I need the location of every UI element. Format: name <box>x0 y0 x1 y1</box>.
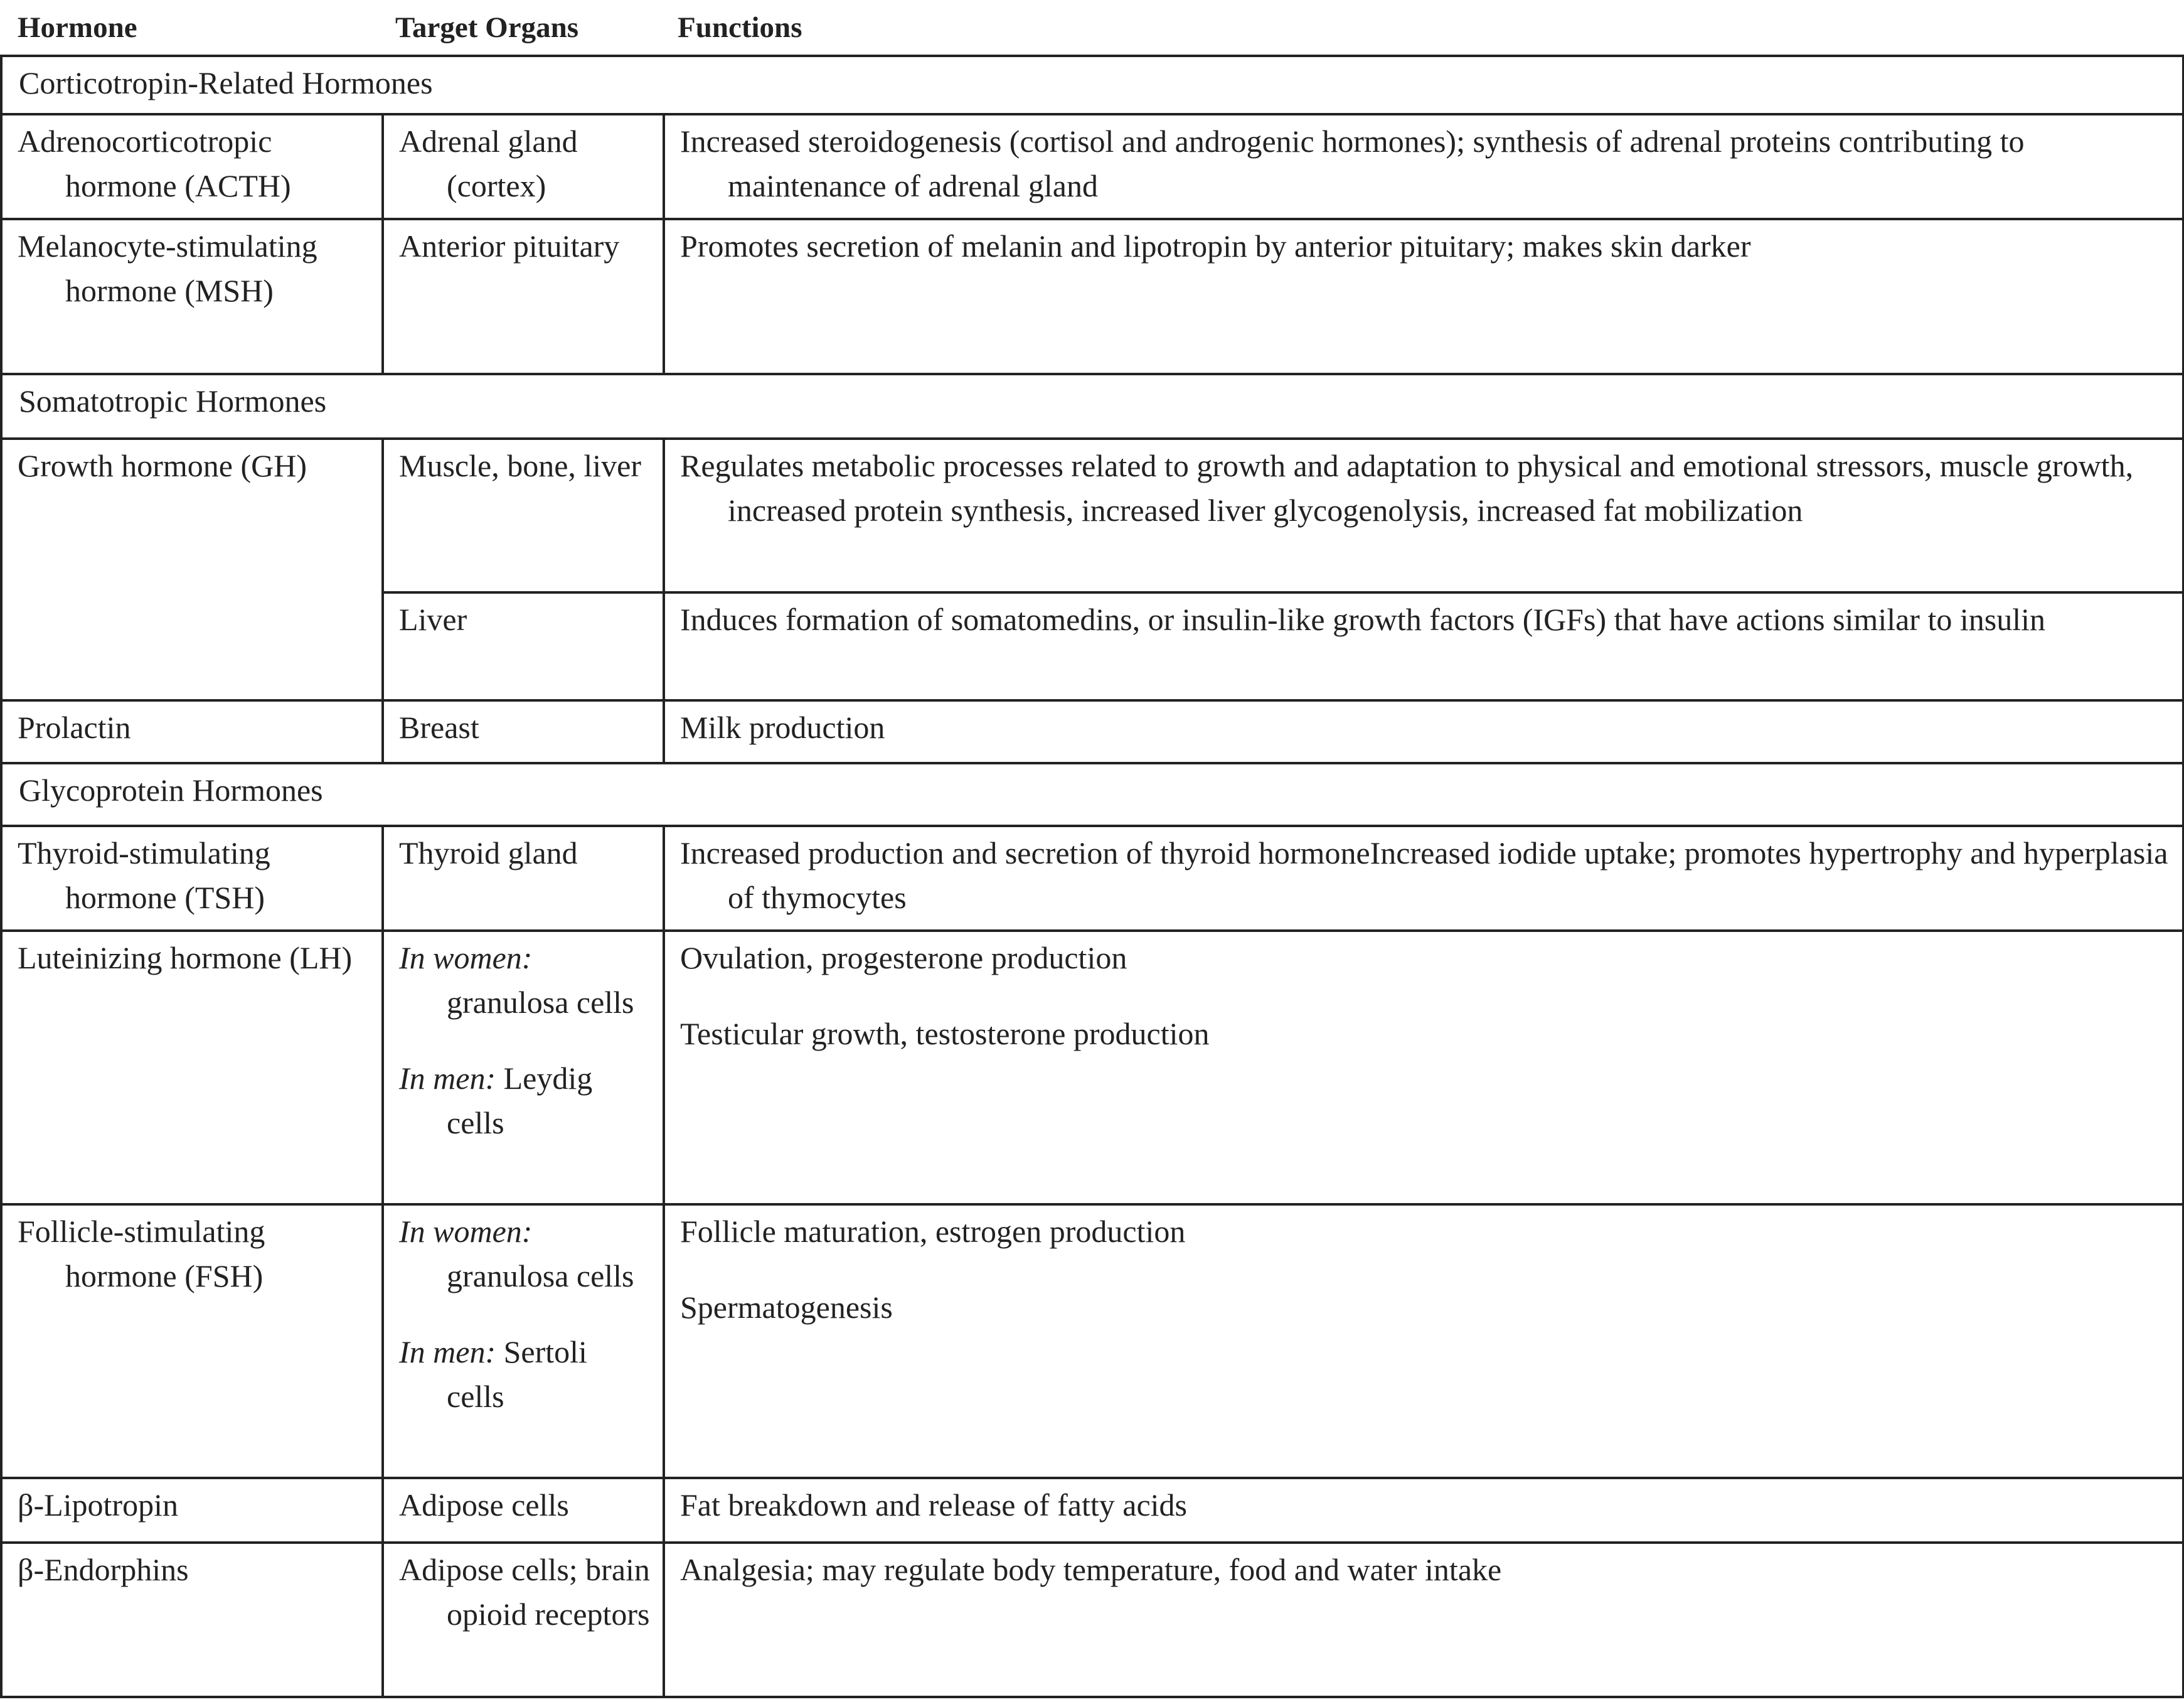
hormone-cell: Thyroid-stimulating hormone (TSH) <box>1 826 383 931</box>
table-row <box>1 700 2183 763</box>
function-cell: Milk production <box>664 700 2183 763</box>
function-cell: Analgesia; may regulate body temperature, food and water intake <box>664 1543 2183 1697</box>
section-row <box>1 56 2183 114</box>
hormone-cell: Growth hormone (GH) <box>1 439 383 700</box>
table-row <box>1 826 2183 931</box>
target-men: In men: Sertoli cells <box>399 1334 587 1414</box>
hormone-cell: Luteinizing hormone (LH) <box>1 931 383 1204</box>
table-row <box>1 1543 2183 1697</box>
section-title: Glycoprotein Hormones <box>1 763 2183 826</box>
table-row <box>1 931 2183 1204</box>
section-title: Corticotropin-Related Hormones <box>1 56 2183 114</box>
section-row <box>1 374 2183 439</box>
target-cell: Liver <box>383 592 664 700</box>
hormone-table <box>0 55 2184 1698</box>
target-cell: Adipose cells; brain opioid receptors <box>383 1543 664 1697</box>
hormone-cell: β-Endorphins <box>1 1543 383 1697</box>
target-cell <box>383 1204 664 1478</box>
hormone-cell: Prolactin <box>1 700 383 763</box>
target-cell: Adrenal gland (cortex) <box>383 114 664 219</box>
column-header-target-organs: Target Organs <box>395 11 579 44</box>
table-row <box>1 114 2183 219</box>
hormone-cell: Melanocyte-stimulating hormone (MSH) <box>1 219 383 374</box>
function-cell: Induces formation of somatomedins, or insulin-like growth factors (IGFs) that have actions similar to insulin <box>664 592 2183 700</box>
target-men: In men: Leydig cells <box>399 1061 593 1140</box>
function-cell: Promotes secretion of melanin and lipotropin by anterior pituitary; makes skin darker <box>664 219 2183 374</box>
target-women: In women: granulosa cells <box>399 940 634 1020</box>
column-header-hormone: Hormone <box>18 11 137 44</box>
target-cell: Thyroid gland <box>383 826 664 931</box>
table-row <box>1 1478 2183 1543</box>
function-cell: Fat breakdown and release of fatty acids <box>664 1478 2183 1543</box>
function-cell: Follicle maturation, estrogen production Spermatogenesis <box>664 1204 2183 1478</box>
hormone-cell: β-Lipotropin <box>1 1478 383 1543</box>
target-women: In women: granulosa cells <box>399 1214 634 1293</box>
hormone-cell: Adrenocorticotropic hormone (ACTH) <box>1 114 383 219</box>
section-title: Somatotropic Hormones <box>1 374 2183 439</box>
target-cell: Breast <box>383 700 664 763</box>
function-cell: Increased steroidogenesis (cortisol and androgenic hormones); synthesis of adrenal proteins contributing to maintenance of adrenal gland <box>664 114 2183 219</box>
target-cell: Muscle, bone, liver <box>383 439 664 592</box>
target-cell: Adipose cells <box>383 1478 664 1543</box>
column-header-row <box>0 0 2184 55</box>
table-row <box>1 1204 2183 1478</box>
function-cell: Increased production and secretion of thyroid hormoneIncreased iodide uptake; promotes hypertrophy and hyperplasia of thymocytes <box>664 826 2183 931</box>
column-header-functions: Functions <box>678 11 802 44</box>
section-row <box>1 763 2183 826</box>
hormone-cell: Follicle-stimulating hormone (FSH) <box>1 1204 383 1478</box>
table-row <box>1 219 2183 374</box>
target-cell: Anterior pituitary <box>383 219 664 374</box>
table-row <box>1 439 2183 592</box>
function-cell: Ovulation, progesterone production Testicular growth, testosterone production <box>664 931 2183 1204</box>
target-cell <box>383 931 664 1204</box>
function-cell: Regulates metabolic processes related to growth and adaptation to physical and emotional stressors, muscle growth, increased protein synthesis, increased liver glycogenolysis, increased fat mobilization <box>664 439 2183 592</box>
